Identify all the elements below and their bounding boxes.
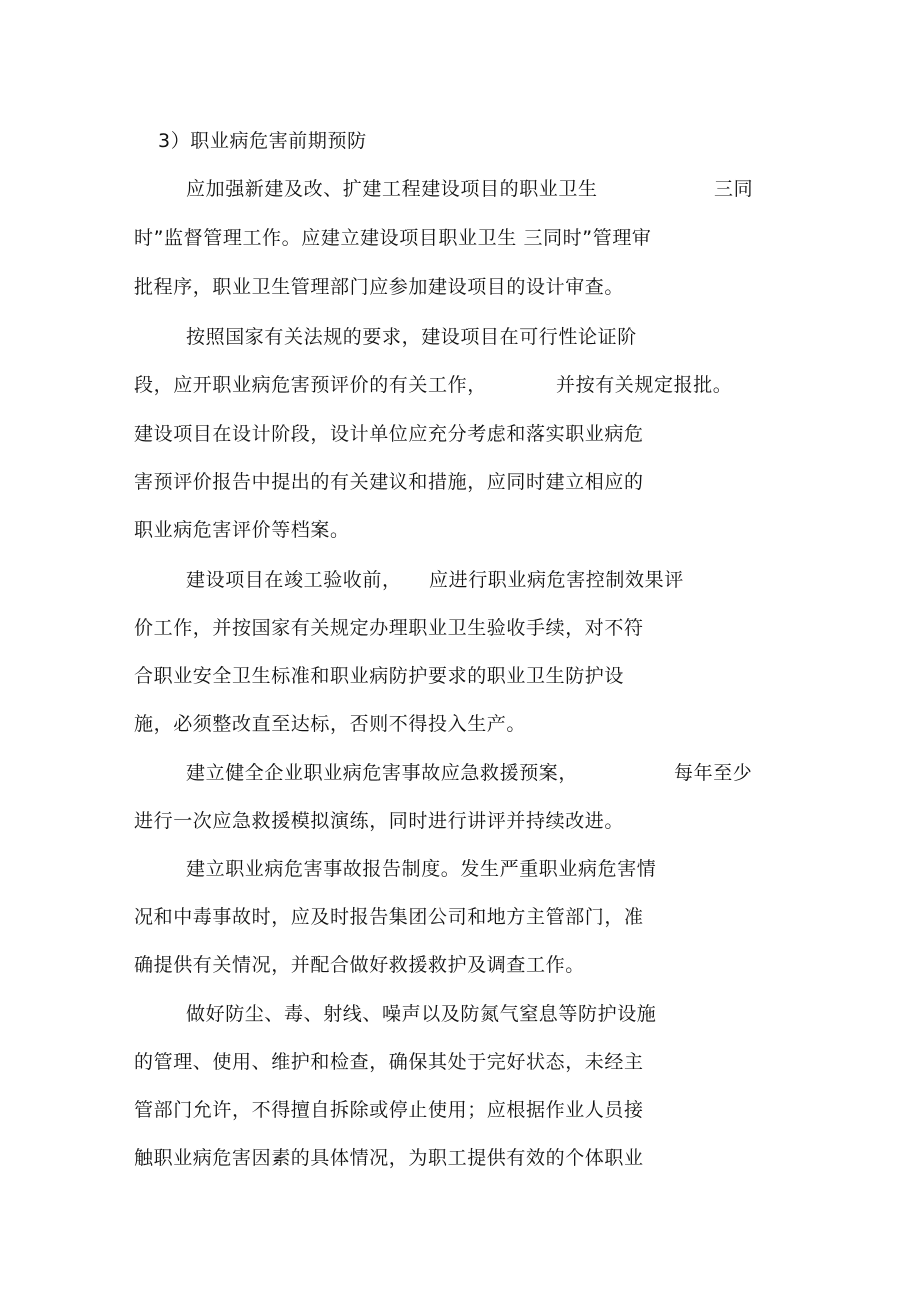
p4-line1-part1: 建立健全企业职业病危害事故应急救援预案， (186, 762, 579, 784)
p2-line2-part1: 段，应开职业病危害预评价的有关工作， (134, 374, 487, 396)
p2-line5: 职业病危害评价等档案。 (134, 519, 350, 541)
p3-line2: 价工作，并按国家有关规定办理职业卫生验收手续，对不符 (134, 617, 644, 639)
p4-line2: 进行一次应急救援模拟演练，同时进行讲评并持续改进。 (134, 810, 625, 832)
p1-line3: 批程序，职业卫生管理部门应参加建设项目的设计审查。 (134, 276, 625, 298)
p3-line4: 施，必须整改直至达标，否则不得投入生产。 (134, 713, 527, 735)
p6-line4: 触职业病危害因素的具体情况，为职工提供有效的个体职业 (134, 1147, 644, 1169)
p2-line1: 按照国家有关法规的要求，建设项目在可行性论证阶 (186, 326, 637, 348)
p5-line1: 建立职业病危害事故报告制度。发生严重职业病危害情 (186, 858, 657, 880)
p6-line1: 做好防尘、毒、射线、噪声以及防氮气窒息等防护设施 (186, 1003, 657, 1025)
section-heading: 3）职业病危害前期预防 (158, 130, 367, 152)
p1-line1-part1: 应加强新建及改、扩建工程建设项目的职业卫生 (186, 178, 598, 200)
p6-line3: 管部门允许，不得擅自拆除或停止使用；应根据作业人员接 (134, 1099, 644, 1121)
p2-line2-part2: 并按有关规定报批。 (556, 374, 733, 396)
p1-line1-part2: 三同 (714, 178, 754, 200)
p2-line3: 建设项目在设计阶段，设计单位应充分考虑和落实职业病危 (134, 423, 644, 445)
p3-line3: 合职业安全卫生标准和职业病防护要求的职业卫生防护设 (134, 665, 625, 687)
p1-line2: 时”监督管理工作。应建立建设项目职业卫生 三同时”管理审 (134, 227, 652, 249)
p2-line4: 害预评价报告中提出的有关建议和措施，应同时建立相应的 (134, 471, 644, 493)
p6-line2: 的管理、使用、维护和检查，确保其处于完好状态，未经主 (134, 1051, 644, 1073)
p3-line1-part2: 应进行职业病危害控制效果评 (429, 569, 684, 591)
p4-line1-part2: 每年至少 (674, 762, 753, 784)
p3-line1-part1: 建设项目在竣工验收前， (186, 569, 402, 591)
p5-line2: 况和中毒事故时，应及时报告集团公司和地方主管部门，准 (134, 906, 644, 928)
p5-line3: 确提供有关情况，并配合做好救援救护及调查工作。 (134, 954, 585, 976)
